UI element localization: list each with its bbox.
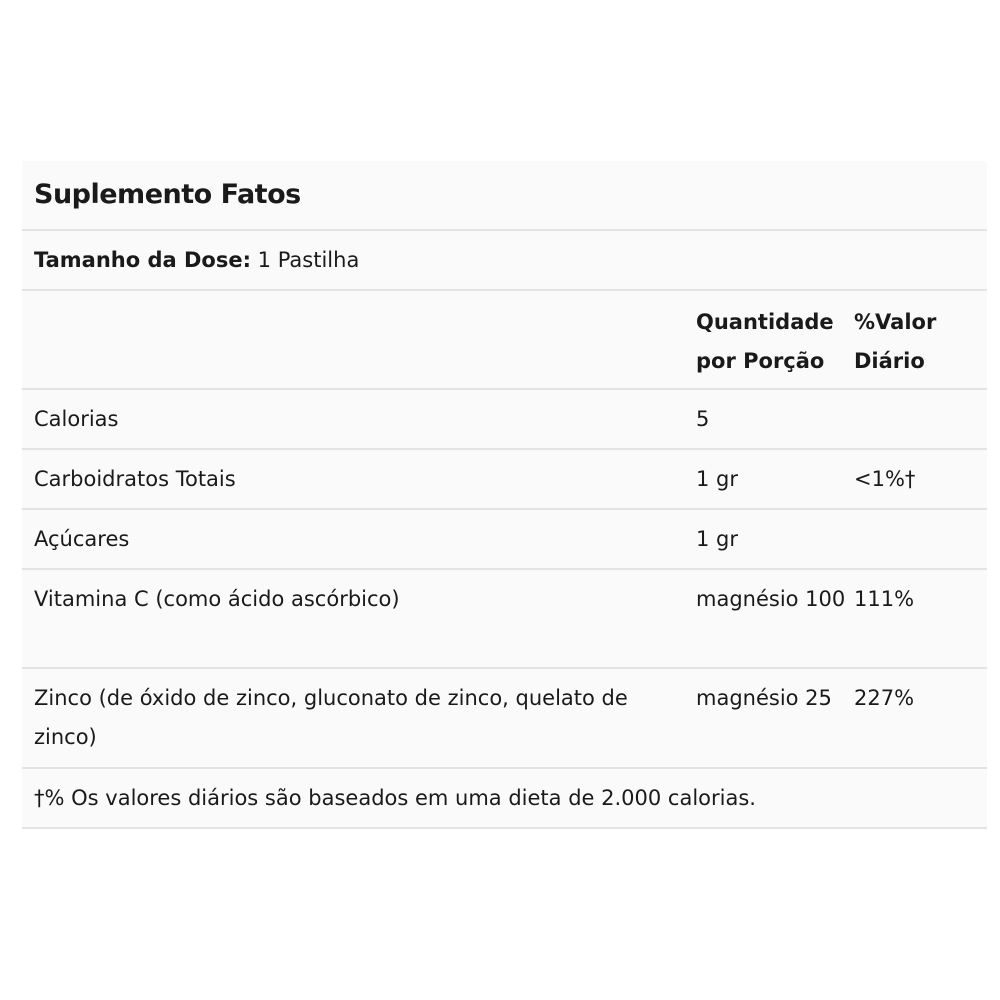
header-daily-value: %Valor Diário bbox=[854, 310, 937, 373]
facts-title: Suplemento Fatos bbox=[34, 179, 301, 210]
daily-value-footnote: †% Os valores diários são baseados em uma dieta de 2.000 calorias. bbox=[34, 786, 756, 810]
nutrient-daily-value: 227% bbox=[854, 686, 915, 710]
supplement-facts-table bbox=[22, 161, 987, 829]
nutrient-amount: magnésio 25 bbox=[696, 686, 832, 710]
nutrient-amount: 1 gr bbox=[696, 527, 738, 551]
serving-size-label: Tamanho da Dose: bbox=[34, 248, 251, 272]
title-row bbox=[22, 161, 987, 231]
table-row bbox=[22, 570, 987, 669]
nutrient-daily-value: 111% bbox=[854, 587, 915, 611]
table-row bbox=[22, 450, 987, 510]
nutrient-amount: 1 gr bbox=[696, 467, 738, 491]
table-row bbox=[22, 669, 987, 769]
nutrient-daily-value: <1%† bbox=[854, 467, 916, 491]
serving-size-value: 1 Pastilha bbox=[251, 248, 360, 272]
table-header-row bbox=[22, 291, 987, 390]
table-row bbox=[22, 390, 987, 450]
footnote-row bbox=[22, 769, 987, 829]
serving-size bbox=[34, 248, 359, 272]
nutrient-amount: 5 bbox=[696, 407, 710, 431]
nutrient-name: Carboidratos Totais bbox=[34, 467, 236, 491]
nutrient-name: Açúcares bbox=[34, 527, 130, 551]
serving-size-row bbox=[22, 231, 987, 291]
table-row bbox=[22, 510, 987, 570]
header-amount: Quantidade por Porção bbox=[696, 310, 834, 373]
nutrient-name: Vitamina C (como ácido ascórbico) bbox=[34, 587, 400, 611]
nutrient-name: Calorias bbox=[34, 407, 119, 431]
nutrient-amount: magnésio 100 bbox=[696, 587, 846, 611]
nutrient-name: Zinco (de óxido de zinco, gluconato de zinco, quelato de zinco) bbox=[34, 686, 628, 749]
